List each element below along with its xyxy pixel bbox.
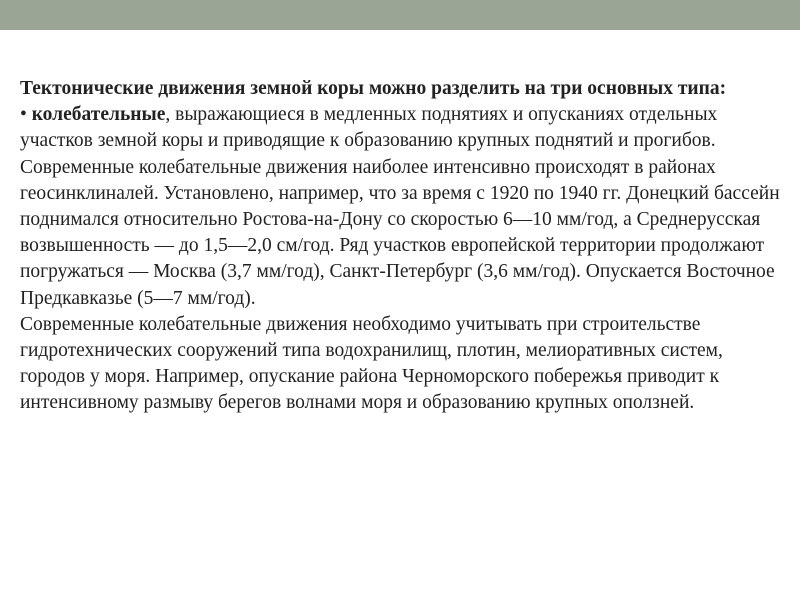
slide-heading: Тектонические движения земной коры можно разделить на три основных типа: bbox=[20, 78, 727, 99]
bullet-term: колебательные bbox=[31, 104, 166, 126]
slide-content bbox=[20, 76, 780, 417]
bullet-paragraph bbox=[20, 102, 780, 312]
bullet-marker: • bbox=[20, 104, 27, 126]
second-paragraph: Современные колебательные движения необходимо учитывать при строительстве гидротехнических сооружений типа водохранилищ, плотин, мелиоративных систем, городов у моря. Например, опускание района Черноморского побережья приводит к интенсивному размыву берегов волнами моря и образованию крупных оползней. bbox=[20, 313, 723, 414]
bullet-text: , выражающиеся в медленных поднятиях и опусканиях отдельных участков земной коры и приводящие к образованию крупных поднятий и прогибов. Современные колебательные движения наиболее интенсивно происходят в районах геосинклиналей. Установлено, например, что за время с 1920 по 1940 гг. Донецкий бассейн поднимался относительно Ростова-на-Дону со скоростью 6—10 мм/год, а Среднерусская возвышенность — до 1,5—2,0 см/год. Ряд участков европейской территории продолжают погружаться — Москва (3,7 мм/год), Санкт-Петербург (3,6 мм/год). Опускается Восточное Предкавказье (5—7 мм/год). bbox=[20, 104, 780, 309]
header-band bbox=[0, 0, 800, 30]
